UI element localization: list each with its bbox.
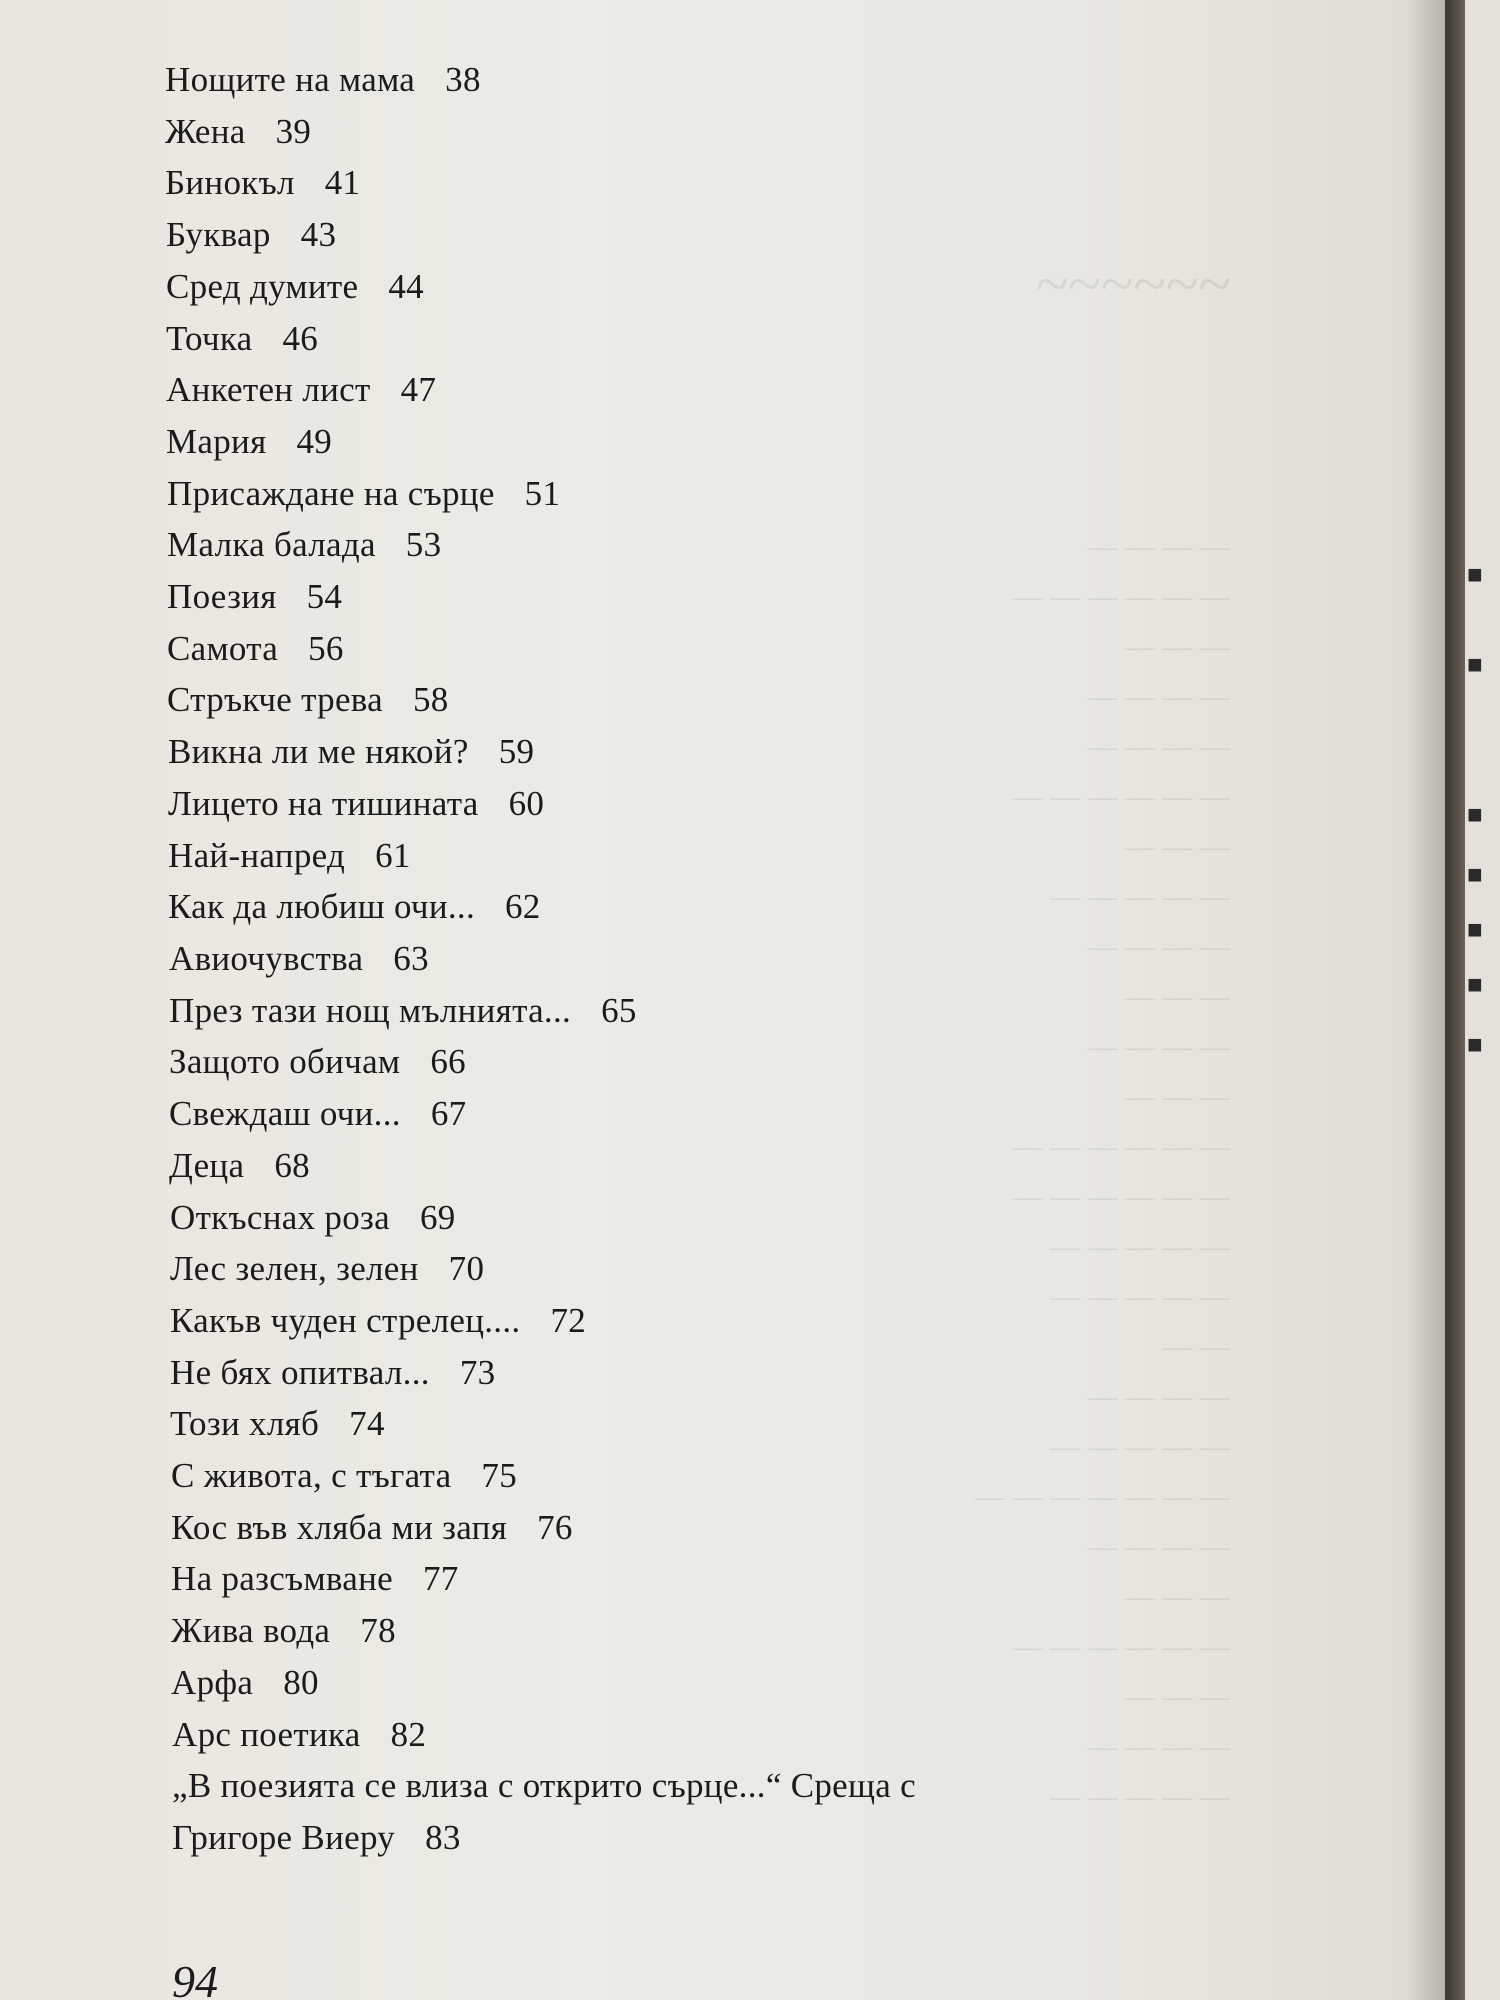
toc-entry-page: 59 <box>498 732 535 771</box>
book-binding <box>1445 0 1465 2000</box>
toc-entry-title: Жена <box>165 112 246 151</box>
toc-entry-page: 72 <box>550 1301 587 1340</box>
toc-entry <box>169 1146 310 1186</box>
toc-entry-title: Свеждаш очи... <box>169 1094 401 1133</box>
bleed-through-text: ~~~~~~ — — — — — — — — — — — — — — — — — — — — — — — — — — — — — — — — — — — — — — — — — — — — — — — — — — — — — — — — — — — — — — — — — — — — — — — — — — — — — — — — — — — — — — — — — — — — — — — — — — — — — — — — — — — — — — — — — — <box>975 251 1230 1813</box>
toc-entry <box>170 1404 385 1444</box>
toc-entry-title: Кос във хляба ми запя <box>171 1508 508 1547</box>
toc-entry-page: 73 <box>459 1353 496 1392</box>
toc-entry-page: 69 <box>419 1198 456 1237</box>
toc-entry-page: 58 <box>413 680 449 719</box>
toc-entry <box>167 525 441 565</box>
toc-entry-title: Авиочувства <box>169 939 364 978</box>
toc-entry-page: 39 <box>275 112 312 151</box>
toc-entry <box>171 1508 573 1548</box>
toc-entry <box>169 1094 466 1134</box>
toc-entry-title: Най-напред <box>168 836 346 875</box>
toc-entry-title: Мария <box>166 422 267 461</box>
toc-entry-title: Арс поетика <box>172 1715 361 1754</box>
toc-entry-title: Сред думите <box>166 267 359 306</box>
toc-entry <box>171 1456 517 1496</box>
toc-entry-page: 70 <box>448 1249 485 1288</box>
toc-entry <box>167 629 344 669</box>
toc-entry-page: 41 <box>324 163 361 202</box>
toc-entry <box>165 60 481 100</box>
toc-entry <box>170 1301 586 1341</box>
toc-entry <box>169 939 429 979</box>
toc-entry-page: 56 <box>308 629 344 668</box>
toc-entry <box>166 267 424 307</box>
toc-entry-page: 43 <box>300 215 337 254</box>
toc-entry-page: 80 <box>283 1663 319 1702</box>
toc-entry <box>172 1766 946 1806</box>
toc-entry <box>168 732 534 772</box>
toc-entry <box>166 370 436 410</box>
toc-entry-title: Точка <box>166 319 253 358</box>
toc-entry-title: Нощите на мама <box>165 60 416 99</box>
toc-entry-title: Анкетен лист <box>166 370 371 409</box>
toc-entry-title: Викна ли ме някой? <box>168 732 469 771</box>
toc-entry-title: Лес зелен, зелен <box>170 1249 419 1288</box>
toc-entry <box>169 991 637 1031</box>
toc-entry-page: 62 <box>505 887 541 926</box>
toc-entry <box>168 836 411 876</box>
toc-entry-page: 53 <box>405 525 442 564</box>
toc-entry-title: Самота <box>167 629 279 668</box>
toc-entry-title: През тази нощ мълнията... <box>169 991 572 1030</box>
toc-entry-title: Деца <box>169 1146 245 1185</box>
toc-entry-page: 66 <box>430 1042 466 1081</box>
toc-entry-page: 74 <box>349 1404 385 1443</box>
toc-entry <box>168 784 544 824</box>
toc-entry-page: 54 <box>306 577 343 616</box>
toc-entry <box>167 474 560 514</box>
toc-entry-title: Присаждане на сърце <box>167 474 495 513</box>
toc-entry-title: Жива вода <box>171 1611 331 1650</box>
toc-entry <box>171 1611 396 1651</box>
toc-entry <box>171 1663 319 1703</box>
toc-entry <box>166 422 332 462</box>
toc-entry-page: 76 <box>537 1508 573 1547</box>
page-number: 94 <box>172 1956 218 2000</box>
toc-entry-title: Буквар <box>166 215 271 254</box>
toc-entry-title: Как да любиш очи... <box>168 887 475 926</box>
toc-entry-title: На разсъмване <box>171 1559 393 1598</box>
toc-entry-page: 60 <box>508 784 545 823</box>
toc-entry <box>170 1198 456 1238</box>
toc-entry-title: Защото обичам <box>169 1042 401 1081</box>
toc-entry-title: Този хляб <box>170 1404 320 1443</box>
toc-entry-page: 65 <box>601 991 637 1030</box>
toc-entry <box>165 163 360 203</box>
toc-entry <box>172 1818 461 1858</box>
toc-entry-page: 78 <box>360 1611 396 1650</box>
toc-entry-title: Не бях опитвал... <box>170 1353 430 1392</box>
toc-entry-title: Арфа <box>171 1663 254 1702</box>
toc-entry-page: 51 <box>524 474 561 513</box>
toc-entry <box>169 1042 466 1082</box>
adjacent-page-edge: ■ ■ ■ ■ ■ ■ ■ <box>1465 0 1500 2000</box>
toc-entry-title: „В поезията се влиза с открито сърце...“ Среща с <box>172 1766 916 1805</box>
toc-entry <box>172 1715 426 1755</box>
toc-entry-page: 63 <box>393 939 429 978</box>
toc-entry-title: Григоре Виеру <box>172 1818 396 1857</box>
toc-entry <box>165 112 311 152</box>
toc-entry-title: С живота, с тъгата <box>171 1456 452 1495</box>
toc-entry-page: 77 <box>422 1559 459 1598</box>
page-shadow <box>1405 0 1445 2000</box>
toc-entry-page: 46 <box>282 319 319 358</box>
toc-entry-title: Какъв чуден стрелец.... <box>170 1301 521 1340</box>
toc-entry-title: Бинокъл <box>165 163 295 202</box>
toc-entry-page: 38 <box>445 60 481 99</box>
toc-entry-page: 82 <box>390 1715 427 1754</box>
toc-entry <box>171 1559 459 1599</box>
toc-entry-page: 49 <box>296 422 333 461</box>
toc-entry <box>170 1353 495 1393</box>
toc-entry-title: Откъснах роза <box>170 1198 390 1237</box>
toc-entry-title: Поезия <box>167 577 277 616</box>
toc-entry-page: 83 <box>425 1818 461 1857</box>
toc-entry-page: 67 <box>430 1094 467 1133</box>
toc-entry-title: Малка балада <box>167 525 376 564</box>
toc-entry <box>166 215 336 255</box>
toc-entry <box>167 680 449 720</box>
toc-entry-page: 44 <box>388 267 424 306</box>
toc-entry <box>170 1249 484 1289</box>
toc-entry-page: 61 <box>375 836 411 875</box>
toc-entry <box>167 577 342 617</box>
toc-entry <box>168 887 541 927</box>
toc-entry-page: 47 <box>400 370 437 409</box>
toc-entry-title: Лицето на тишината <box>168 784 479 823</box>
toc-entry-title: Стръкче трева <box>167 680 383 719</box>
toc-entry-page: 68 <box>274 1146 310 1185</box>
toc-entry <box>166 319 318 359</box>
toc-entry-page: 75 <box>481 1456 518 1495</box>
